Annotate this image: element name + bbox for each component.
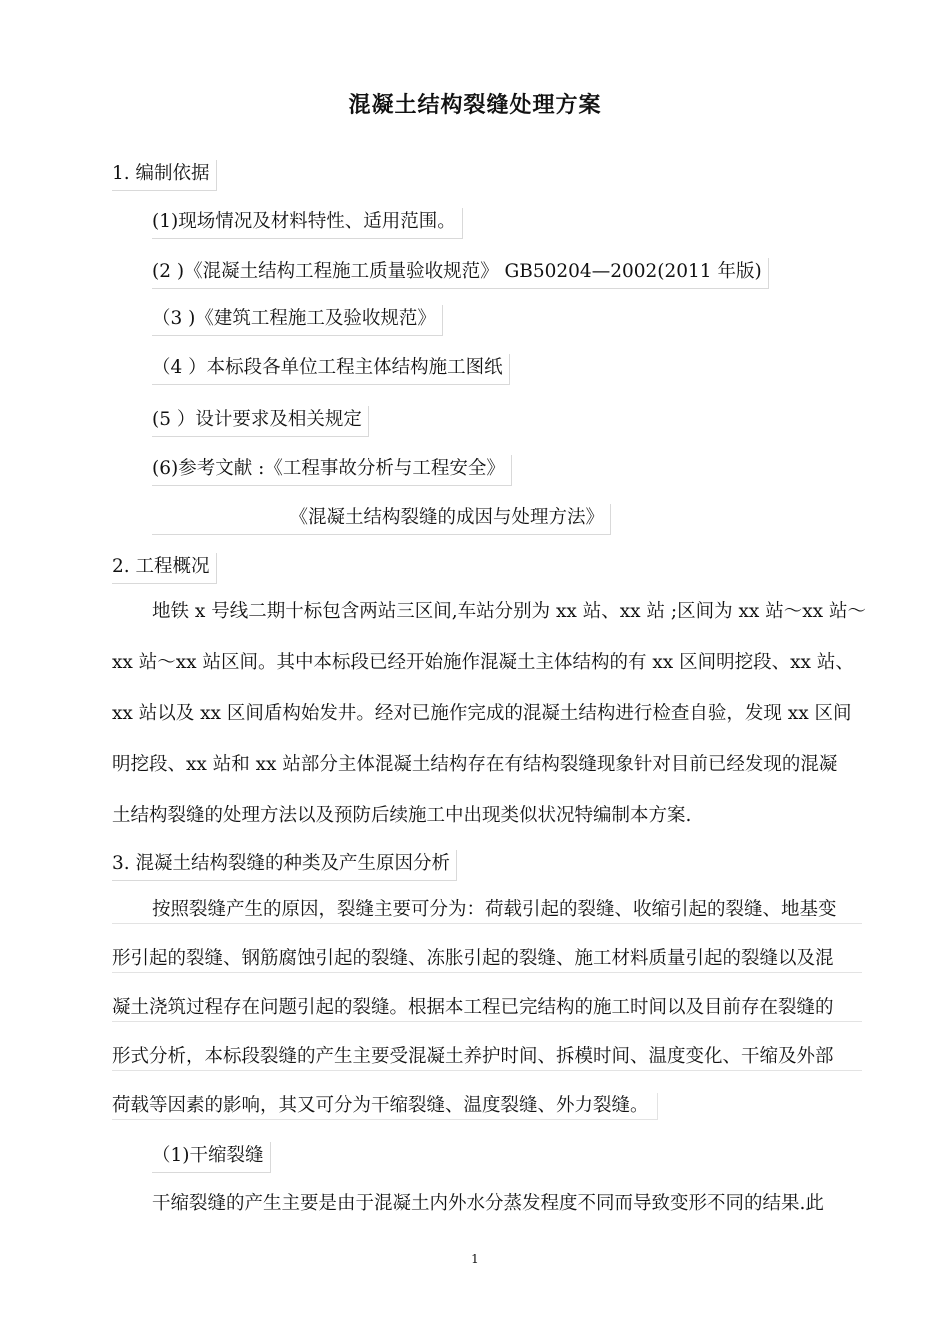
paragraph-line: 明挖段、xx 站和 xx 站部分主体混凝土结构存在有结构裂缝现象针对目前已经发现的混凝	[112, 754, 838, 775]
section-1-heading: 1. 编制依据	[112, 160, 217, 191]
basis-item-2: (2 )《混凝土结构工程施工质量验收规范》 GB50204—2002(2011 年版)	[152, 258, 769, 289]
paragraph-line: 凝土浇筑过程存在问题引起的裂缝。根据本工程已完结构的施工时间以及目前存在裂缝的	[112, 995, 862, 1022]
basis-item-5: (5 ）设计要求及相关规定	[152, 406, 369, 437]
basis-item-6-continued: 《混凝土结构裂缝的成因与处理方法》	[152, 504, 611, 535]
paragraph-line: 地铁 x 号线二期十标包含两站三区间,车站分别为 xx 站、xx 站 ;区间为 xx 站～xx 站～	[152, 601, 866, 622]
paragraph-line: 按照裂缝产生的原因，裂缝主要可分为：荷载引起的裂缝、收缩引起的裂缝、地基变	[112, 897, 862, 924]
crack-types-paragraph	[112, 897, 862, 1120]
section-2-heading: 2. 工程概况	[112, 553, 217, 584]
paragraph-line: xx 站以及 xx 区间盾构始发井。经对已施作完成的混凝土结构进行检查自验，发现 xx 区间	[112, 703, 852, 724]
paragraph-line: 土结构裂缝的处理方法以及预防后续施工中出现类似状况特编制本方案.	[112, 805, 692, 826]
project-overview-paragraph	[112, 599, 866, 829]
basis-item-1: (1)现场情况及材料特性、适用范围。	[152, 208, 463, 239]
paragraph-line: 荷载等因素的影响，其又可分为干缩裂缝、温度裂缝、外力裂缝。	[112, 1093, 658, 1120]
dry-shrinkage-paragraph-line: 干缩裂缝的产生主要是由于混凝土内外水分蒸发程度不同而导致变形不同的结果.此	[152, 1193, 824, 1214]
subsection-dry-shrinkage-heading: （1)干缩裂缝	[152, 1142, 271, 1173]
section-3-heading: 3. 混凝土结构裂缝的种类及产生原因分析	[112, 850, 457, 881]
paragraph-line: 形引起的裂缝、钢筋腐蚀引起的裂缝、冻胀引起的裂缝、施工材料质量引起的裂缝以及混	[112, 946, 862, 973]
basis-item-4: （4 ）本标段各单位工程主体结构施工图纸	[152, 354, 510, 385]
paragraph-line: 形式分析，本标段裂缝的产生主要受混凝土养护时间、拆模时间、温度变化、干缩及外部	[112, 1044, 862, 1071]
basis-item-6: (6)参考文献 :《工程事故分析与工程安全》	[152, 455, 512, 486]
page-number: 1	[471, 1252, 479, 1266]
paragraph-line: xx 站～xx 站区间。其中本标段已经开始施作混凝土主体结构的有 xx 区间明挖段、xx 站、	[112, 652, 854, 673]
document-title: 混凝土结构裂缝处理方案	[348, 93, 602, 118]
basis-item-3: （3 )《建筑工程施工及验收规范》	[152, 305, 443, 336]
